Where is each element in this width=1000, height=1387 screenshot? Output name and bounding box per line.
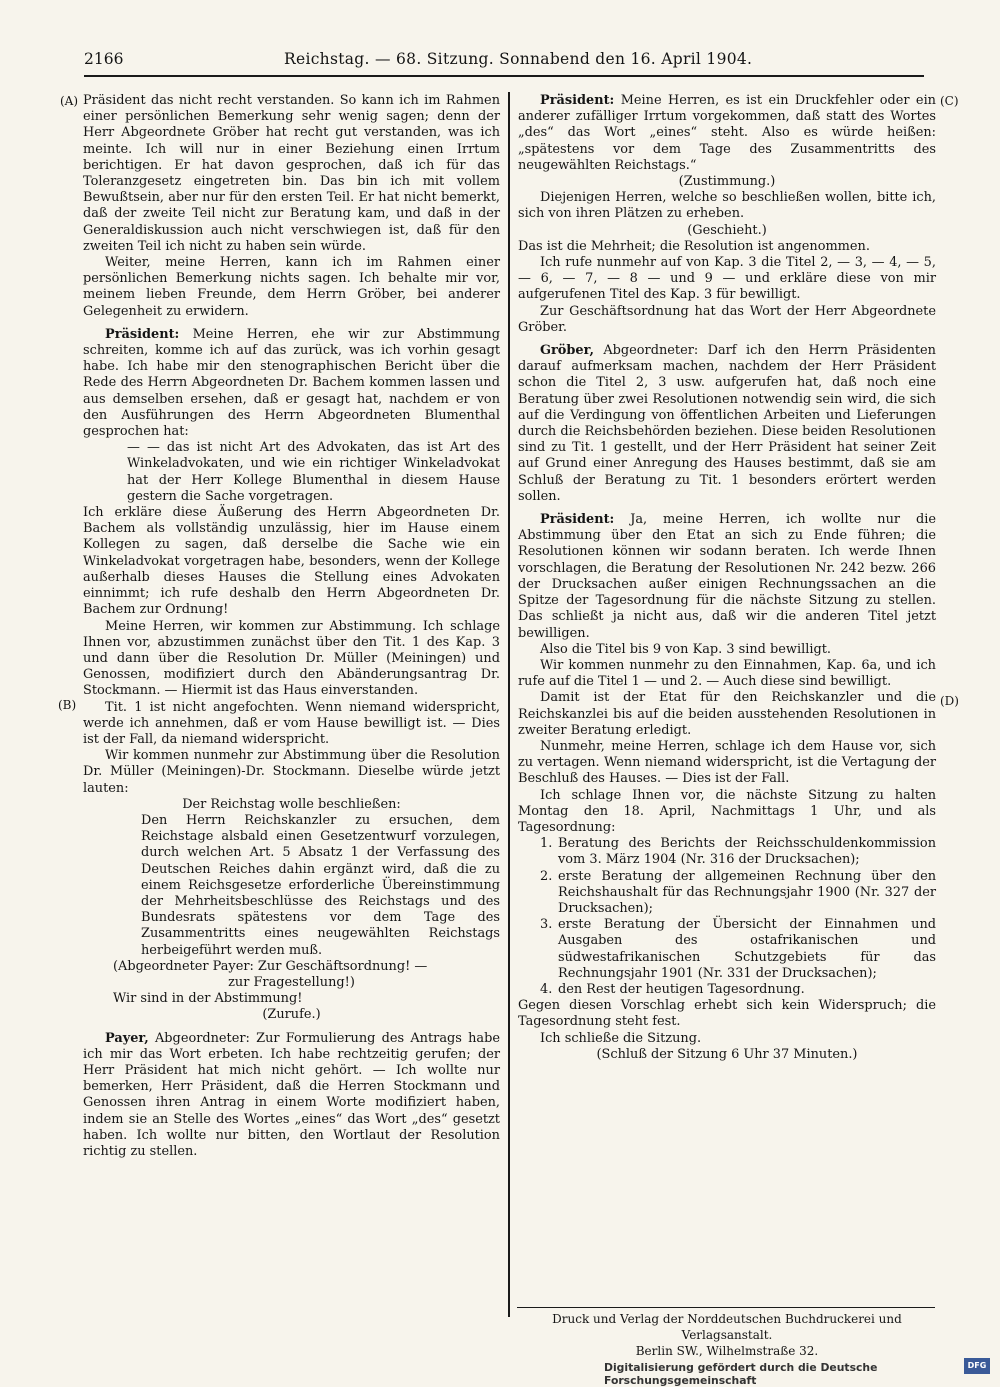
digitization-credit: Digitalisierung gefördert durch die Deutsche Forschungsgemeinschaft [604,1361,878,1387]
paragraph: Damit ist der Etat für den Reichskanzler und die Reichskanzlei bis auf die beiden ausstehenden Resolutionen in zweiter Beratung erledigt. [518,690,936,738]
agenda-text: Beratung des Berichts der Reichsschuldenkommission vom 3. März 1904 (Nr. 316 der Drucksachen); [558,836,936,868]
agenda-item [540,917,936,982]
paragraph: Wir kommen nunmehr zu den Einnahmen, Kap. 6a, und ich rufe auf die Titel 1 — und 2. — Auch diese sind bewilligt. [518,657,936,690]
agenda-text: den Rest der heutigen Tagesordnung. [558,981,805,997]
paragraph: Also die Titel bis 9 von Kap. 3 sind bewilligt. [540,641,831,657]
margin-marker-a: (A) [60,94,79,108]
agenda-number: 3. [540,917,553,933]
agenda-number: 4. [540,981,553,997]
speech-text: Abgeordneter: Zur Formulierung des Antrags habe ich mir das Wort erbeten. Ich habe rechtzeitig gerufen; der Herr Präsident hat mich nicht gehört. — Ich wollte nur bemerken, Herr Präsident, daß die Herren Stockmann und Genossen ihren Antrag in einem Worte modifiziert haben, indem sie an Stelle des Wortes „eines“ das Wort „des“ gesetzt haben. Ich wollte nur bitten, den Wortlaut der Resolution richtig zu stellen. [83,1030,500,1159]
block-quote: — — das ist nicht Art des Advokaten, das ist Art des Winkeladvokaten, und wie ein richtiger Winkeladvokat hat der Herr Kollege Blumenthal in diesem Hause gestern die Sache vorgetragen. [127,440,500,504]
paragraph: Diejenigen Herren, welche so beschließen wollen, bitte ich, sich von ihren Plätzen zu erheben. [518,190,936,222]
paragraph: Präsident das nicht recht verstanden. So kann ich im Rahmen einer persönlichen Bemerkung sehr wenig sagen; denn der Herr Abgeordnete Gröber hat recht gut verstanden, was ich meinte. Ich will nur in einer Beziehung einen Irrtum berichtigen. Er hat davon gesprochen, daß ich für das Toleranzgesetz eingetreten bin. Das bin ich mit vollem Bewußtsein, aber nur für den ersten Teil. Er hat nicht bemerkt, daß der zweite Teil nicht zur Beratung kam, und daß in der Generaldiskussion auch nicht verschwiegen ist, daß für den zweiten Teil ich nicht zu haben sein würde. [83,93,500,254]
speech-paragraph [518,343,936,505]
header-rule [84,75,924,77]
speech-paragraph [518,93,936,174]
paragraph: Wir kommen nunmehr zur Abstimmung über die Resolution Dr. Müller (Meiningen)-Dr. Stockmann. Dieselbe würde jetzt lauten: [83,748,500,796]
paragraph: Gegen diesen Vorschlag erhebt sich kein Widerspruch; die Tagesordnung steht fest. [518,998,936,1030]
speech-text: Abgeordneter: Darf ich den Herrn Präsidenten darauf aufmerksam machen, nachdem der Herr Präsident schon die Titel 2, 3 usw. aufgerufen hat, daß noch eine Beratung über zwei Resolutionen notwendig sein wird, die sich auf die Verdingung von öffentlichen Arbeiten und Lieferungen durch die Reichsbehörden beziehen. Diese beiden Resolutionen sind zu Tit. 1 gestellt, und der Herr Präsident hat seiner Zeit auf Grund einer Anregung des Hauses bestimmt, daß sie am Schluß der Beratung zu Tit. 1 besonders erörtert werden sollen. [518,343,936,504]
column-divider [508,92,510,1317]
margin-marker-c: (C) [940,94,959,108]
speech-text: Meine Herren, ehe wir zur Abstimmung schreiten, komme ich auf das zurück, was ich vorhin gesagt habe. Ich habe mir den stenographischen Bericht über die Rede des Herrn Abgeordneten Dr. Bachem kommen lassen und aus demselben ersehen, daß er gesagt hat, nachdem er von den Ausführungen des Herrn Abgeordneten Blumenthal gesprochen hat: [83,326,500,440]
margin-marker-b: (B) [58,698,77,712]
agenda-item [540,981,936,998]
speaker-name: Gröber, [540,343,594,359]
interjection: (Abgeordneter Payer: Zur Geschäftsordnung! — [113,958,428,974]
resolution-heading: Der Reichstag wolle beschließen: [182,796,401,812]
paragraph: Nunmehr, meine Herren, schlage ich dem Hause vor, sich zu vertagen. Wenn niemand widerspricht, ist die Vertagung der Beschluß des Hauses. — Dies ist der Fall. [518,738,936,787]
speech-paragraph [83,1031,500,1161]
agenda-number: 1. [540,836,553,852]
interjection: zur Fragestellung!) [228,974,355,990]
paragraph: Tit. 1 ist nicht angefochten. Wenn niemand widerspricht, werde ich annehmen, daß er vom Hause bewilligt ist. — Dies ist der Fall, da niemand widerspricht. [83,699,500,747]
speech-text: Ja, meine Herren, ich wollte nur die Abstimmung über den Etat an sich zu Ende führen; die Resolutionen können wir sodann beraten. Ich werde Ihnen vorschlagen, die Beratung der Resolutionen Nr. 242 bezw. 266 der Drucksachen außer einigen Rechnungssachen an die Spitze der Tagesordnung für die nächste Sitzung zu stellen. Das schließt ja nicht aus, daß wir die anderen Titel jetzt bewilligen. [518,512,936,641]
resolution-text: Den Herrn Reichskanzler zu ersuchen, dem Reichstage alsbald einen Gesetzentwurf vorzulegen, durch welchen Art. 5 Absatz 1 der Verfassung des Deutschen Reiches dahin ergänzt wird, daß die zu einem Reichsgesetze erforderliche Übereinstimmung der Mehrheitsbeschlüsse des Reichstags und des Bundesrats spätestens vor dem Tage des Zusammentritts eines neugewählten Reichstags herbeigeführt werden muß. [141,812,500,958]
speech-text: Meine Herren, es ist ein Druckfehler oder ein anderer zufälliger Irrtum vorgekommen, daß statt des Wortes „des“ das Wort „eines“ steht. Also es würde heißen: „spätestens vor dem Tage des Zusammentritts des neugewählten Reichstags.“ [518,93,936,173]
paragraph: Ich rufe nunmehr auf von Kap. 3 die Titel 2, — 3, — 4, — 5, — 6, — 7, — 8 — und 9 — und erkläre diese von mir aufgerufenen Titel des Kap. 3 für bewilligt. [518,255,936,303]
printer-imprint [517,1311,937,1359]
speaker-name: Präsident: [540,93,615,108]
paragraph: Meine Herren, wir kommen zur Abstimmung. Ich schlage Ihnen vor, abzustimmen zunächst über den Tit. 1 des Kap. 3 und dann über die Resolution Dr. Müller (Meiningen) und Genossen, modifiziert durch den Abänderungsantrag Dr. Stockmann. — Hiermit ist das Haus einverstanden. [83,618,500,699]
page-title: Reichstag. — 68. Sitzung. Sonnabend den 16. April 1904. [284,50,753,68]
paragraph: Das ist die Mehrheit; die Resolution ist angenommen. [518,238,870,254]
paragraph: Wir sind in der Abstimmung! [113,991,303,1007]
agenda-list [518,836,936,998]
interjection: (Geschieht.) [687,222,767,238]
page-number: 2166 [84,50,124,68]
interjection: (Zustimmung.) [678,174,776,190]
running-header [84,48,919,70]
agenda-item [540,868,936,918]
dfg-logo-icon: DFG [964,1358,990,1374]
paragraph: Zur Geschäftsordnung hat das Wort der Herr Abgeordnete Gröber. [518,303,936,335]
speech-paragraph [83,327,500,440]
speaker-name: Payer, [105,1030,149,1046]
speaker-name: Präsident: [540,512,615,528]
paragraph: Ich schließe die Sitzung. [540,1030,702,1046]
right-column [518,93,936,1063]
agenda-item [540,836,936,868]
paragraph: Weiter, meine Herren, kann ich im Rahmen einer persönlichen Bemerkung nichts sagen. Ich behalte mir vor, meinem lieben Freunde, dem Herrn Gröber, bei anderer Gelegenheit zu erwidern. [83,255,500,319]
agenda-text: erste Beratung der Übersicht der Einnahmen und Ausgaben des ostafrikanischen und südwestafrikanischen Schutzgebiets für das Rechnungsjahr 1901 (Nr. 331 der Drucksachen); [558,917,936,981]
left-column [83,93,500,1160]
imprint-rule [517,1307,935,1308]
interjection: (Zurufe.) [262,1007,321,1023]
imprint-line: Berlin SW., Wilhelmstraße 32. [635,1344,819,1358]
session-closing: (Schluß der Sitzung 6 Uhr 37 Minuten.) [596,1046,858,1062]
agenda-text: erste Beratung der allgemeinen Rechnung über den Reichshaushalt für das Rechnungsjahr 1900 (Nr. 327 der Drucksachen); [558,868,936,916]
imprint-line: Druck und Verlag der Norddeutschen Buchdruckerei und Verlagsanstalt. [552,1312,902,1342]
speaker-name: Präsident: [105,326,180,342]
paragraph: Ich schlage Ihnen vor, die nächste Sitzung zu halten Montag den 18. April, Nachmittags 1 Uhr, und als Tagesordnung: [518,787,936,835]
speech-paragraph [518,512,936,642]
paragraph: Ich erkläre diese Äußerung des Herrn Abgeordneten Dr. Bachem als vollständig unzulässig, hier im Hause einem Kollegen zu sagen, daß derselbe die Sache wie ein Winkeladvokat vorgetragen habe, besonders, wenn der Kollege außerhalb dieses Hauses die Stellung eines Advokaten einnimmt; ich rufe deshalb den Herrn Abgeordneten Dr. Bachem zur Ordnung! [83,505,500,618]
agenda-number: 2. [540,868,553,884]
margin-marker-d: (D) [940,694,959,708]
